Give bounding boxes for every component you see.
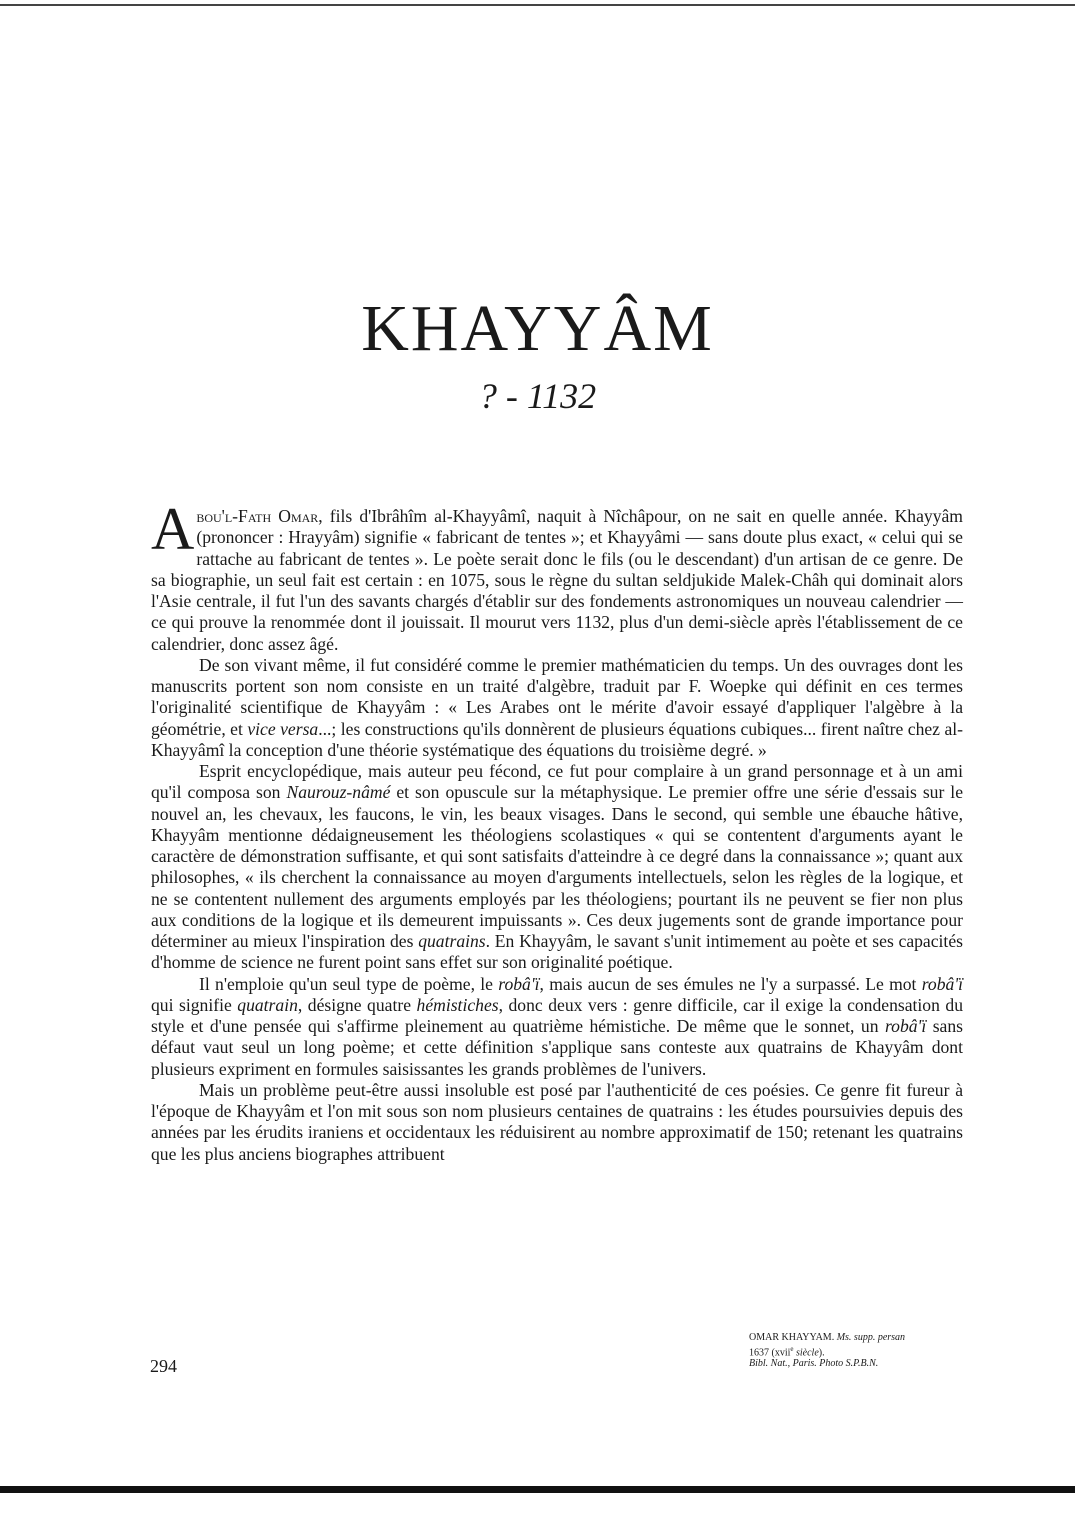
author-name: bou'l-Fath Omar <box>196 506 319 526</box>
caption-name: OMAR KHAYYAM. <box>749 1332 835 1343</box>
paragraph-3-emphasis-1: Naurouz-nâmé <box>286 782 391 803</box>
paragraph-4-text-f: sans défaut vaut seul un long poème; et cette définition s'applique sans conteste aux quatrains de Khayyâm dont plusieurs expriment en formules saisissantes les grands problèmes de l'univers. <box>151 1016 963 1079</box>
caption-line-3 <box>749 1358 969 1370</box>
page-title: KHAYYÂM <box>361 292 714 365</box>
top-rule <box>0 4 1075 6</box>
caption-century: siècle <box>796 1346 819 1358</box>
paragraph-3 <box>151 761 963 974</box>
paragraph-3-text-a: Esprit encyclopédique, mais auteur peu fécond, ce fut pour complaire à un grand personnage et à un ami qu'il composa son <box>151 761 963 803</box>
paragraph-4-text-e: , donc deux vers : genre difficile, car il exige la condensation du style et d'une pensée qui s'affirme pleinement au quatrième hémistiche. De même que le sonnet, un <box>151 994 963 1036</box>
paragraph-1-text: , fils d'Ibrâhîm al-Khayyâmî, naquit à Nîchâpour, on ne sait en quelle année. Khayyâm (prononcer : Hrayyâm) signifie « fabricant de tentes »; et Khayyâmi — sans doute plus exact, « celui qui se rattache au fabricant de tentes ». Le poète serait donc le fils (ou le descendant) d'un artisan de ce genre. De sa biographie, un seul fait est certain : en 1075, sous le règne du sultan seldjukide Malek-Châh qui dominait alors l'Asie centrale, il fut l'un des savants chargés d'établir sur des fondements astronomiques un nouveau calendrier — ce qui prouve la renommée dont il jouissait. Il mourut vers 1132, plus d'un demi-siècle après l'établissement de ce calendrier, donc assez âgé. <box>151 506 963 654</box>
paragraph-4-emphasis-3: quatrain <box>237 994 298 1015</box>
paragraph-4-text-b: , mais aucun de ses émules ne l'y a surpassé. Le mot <box>539 973 922 994</box>
caption-library: Bibl. Nat., Paris. Photo S.P.B.N. <box>749 1358 879 1370</box>
caption-manuscript: Ms. supp. persan <box>836 1332 906 1343</box>
paragraph-3-text-b: et son opuscule sur la métaphysique. Le premier offre une série d'essais sur le nouvel an, les chevaux, les faucons, le vin, les beaux visages. Dans le second, qui semble une ébauche hâtive, Khayyâm mentionne dédaigneusement les théologiens scolastiques « qui se contentent d'arguments ayant le caractère de démonstration suffisante, et qui sont satisfaits d'atteindre à ce degré dans la connaissance »; quant aux philosophes, « ils cherchent la connaissance au moyen d'arguments intellectuels, selon les règles de la logique, et ne se contentent nullement des arguments employés par les théologiens; pourtant ils ne peuvent se fier non plus aux conditions de la logique et ils demeurent impuissants ». Ces deux jugements sont de grande importance pour déterminer au mieux l'inspiration des <box>151 782 963 951</box>
drop-cap: A <box>151 496 195 562</box>
image-caption <box>749 1332 969 1370</box>
paragraph-5 <box>151 1080 963 1165</box>
paragraph-3-text-c: . En Khayyâm, le savant s'unit intimement au poète et ses capacités d'homme de science ne furent point sans effet sur son originalité poétique. <box>151 931 963 973</box>
page-number: 294 <box>150 1356 177 1376</box>
paragraph-4-text-c: qui signifie <box>151 994 238 1015</box>
bottom-rule <box>0 1486 1075 1493</box>
caption-line-2 <box>749 1344 969 1359</box>
paragraph-1 <box>151 496 963 655</box>
paragraph-2-text-b: ...; les constructions qu'ils donnèrent de plusieurs équations cubiques... firent naître chez al-Khayyâmî la conception d'une théorie systématique des équations du troisième degré. » <box>151 718 963 760</box>
paragraph-4-emphasis-4: hémistiches <box>416 994 499 1015</box>
paragraph-4-text-a: Il n'emploie qu'un seul type de poème, le <box>199 973 499 994</box>
article-body <box>151 496 963 1165</box>
paragraph-2-text-a: De son vivant même, il fut considéré comme le premier mathématicien du temps. Un des ouvrages dont les manuscrits portent son nom consiste en un traité d'algèbre, traduit par F. Woepke qui définit en ces termes l'originalité scientifique de Khayyâm : « Les Arabes ont le mérite d'avoir essayé d'appliquer l'algèbre à la géométrie, et <box>151 654 963 739</box>
paragraph-4-text-d: , désigne quatre <box>297 994 417 1015</box>
caption-number: 1637 (xvii <box>749 1346 791 1358</box>
caption-superscript: e <box>790 1344 794 1353</box>
paragraph-4 <box>151 974 963 1080</box>
paragraph-4-emphasis-2: robâ'ï <box>921 973 963 994</box>
paragraph-5-text: Mais un problème peut-être aussi insoluble est posé par l'authenticité de ces poésies. Ce genre fit fureur à l'époque de Khayyâm et l'on mit sous son nom plusieurs centaines de quatrains : les études poursuivies depuis des années par les érudits iraniens et occidentaux les réduisirent au nombre approximatif de 150; retenant les quatrains que les plus anciens biographes attribuent <box>151 1079 963 1164</box>
caption-close: ). <box>818 1346 825 1358</box>
paragraph-3-emphasis-2: quatrains <box>418 931 486 951</box>
caption-line-1 <box>749 1332 969 1344</box>
paragraph-4-emphasis-1: robâ'ï <box>498 973 540 994</box>
paragraph-2-emphasis: vice versa <box>247 718 319 739</box>
paragraph-2 <box>151 655 963 761</box>
paragraph-4-emphasis-5: robâ'ï <box>884 1016 927 1036</box>
life-dates: ? - 1132 <box>478 376 597 416</box>
